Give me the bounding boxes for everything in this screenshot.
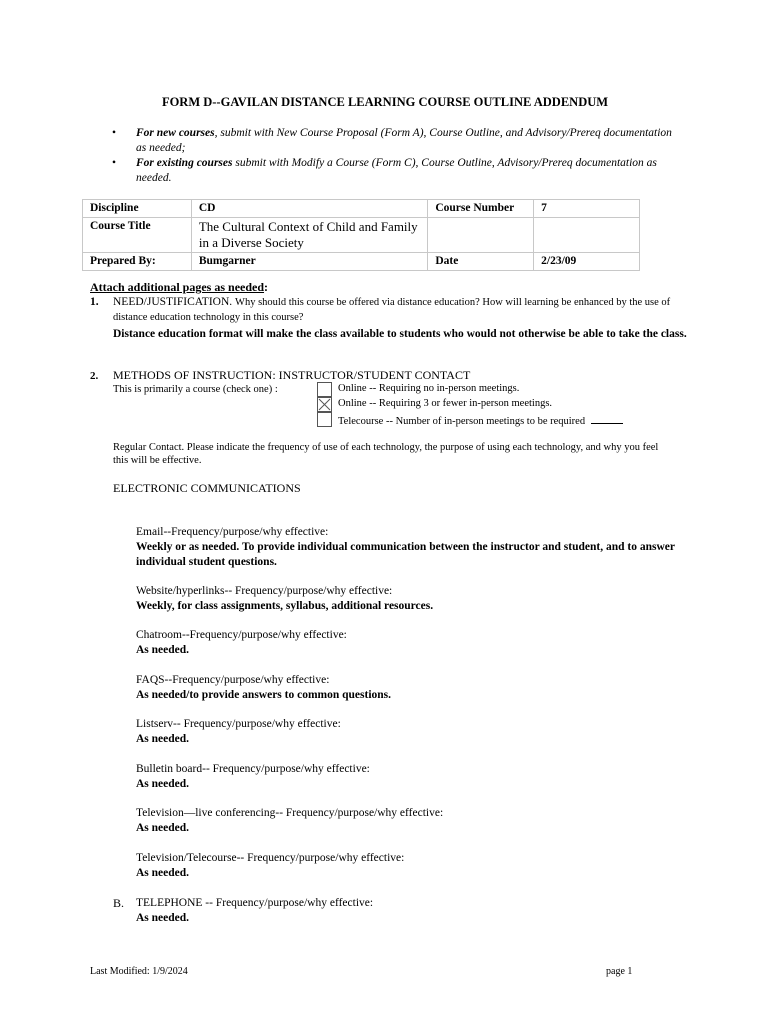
- item-question: Bulletin board-- Frequency/purpose/why effective:: [136, 763, 370, 775]
- section-methods: [90, 368, 695, 382]
- item-listserv: [136, 717, 696, 747]
- electronic-communications-heading: ELECTRONIC COMMUNICATIONS: [113, 481, 301, 495]
- section-question: Why should this course be offered via distance education? How will learning be enhanced by the use of distance education technology in this course?: [113, 297, 671, 323]
- form-title: FORM D--GAVILAN DISTANCE LEARNING COURSE OUTLINE ADDENDUM: [161, 95, 609, 109]
- option-checkbox-online-none[interactable]: [317, 382, 332, 397]
- item-answer: As needed.: [136, 733, 190, 745]
- empty-cell: [534, 218, 640, 253]
- item-question: Website/hyperlinks-- Frequency/purpose/why effective:: [136, 585, 393, 597]
- bullet-icon: •: [112, 127, 117, 139]
- item-question: Listserv-- Frequency/purpose/why effective:: [136, 718, 341, 730]
- date-label: Date: [428, 253, 534, 271]
- empty-cell: [428, 218, 534, 253]
- section-heading: METHODS OF INSTRUCTION: INSTRUCTOR/STUDENT CONTACT: [113, 368, 471, 382]
- item-question: Email--Frequency/purpose/why effective:: [136, 526, 329, 538]
- option-label-telecourse: [338, 413, 623, 427]
- item-email: [136, 525, 696, 570]
- option-checkbox-telecourse[interactable]: [317, 412, 332, 427]
- section-need-justification: [90, 295, 695, 342]
- discipline-value: CD: [191, 200, 427, 218]
- footer-page-number: page 1: [606, 966, 633, 977]
- item-answer: As needed.: [136, 822, 190, 834]
- option-label: Telecourse -- Number of in-person meetings to be required: [338, 416, 586, 427]
- bullet-bold: For existing courses: [136, 157, 233, 169]
- bullet-new-courses: [112, 126, 672, 156]
- item-live-conferencing: [136, 806, 696, 836]
- meetings-blank-field[interactable]: [591, 413, 623, 424]
- section-answer: Distance education format will make the class available to students who would not otherwise be able to take the class.: [113, 328, 687, 340]
- table-row: [83, 253, 640, 271]
- option-label: Online -- Requiring 3 or fewer in-person meetings.: [338, 398, 553, 409]
- section-number: 2.: [90, 370, 99, 382]
- course-info-table: [82, 199, 640, 271]
- check-x-icon: [318, 398, 331, 411]
- instruction-bullets: [112, 126, 672, 186]
- regular-contact-text: Regular Contact. Please indicate the frequency of use of each technology, the purpose of using each technology, and why you feel this will be effective.: [113, 442, 659, 466]
- item-answer: As needed.: [136, 644, 190, 656]
- bullet-bold: For new courses: [136, 127, 215, 139]
- item-telephone: [136, 896, 696, 926]
- option-checkbox-online-3-or-fewer[interactable]: [317, 397, 332, 412]
- date-value: 2/23/09: [534, 253, 640, 271]
- option-label: Online -- Requiring no in-person meetings.: [338, 383, 520, 394]
- section-heading: NEED/JUSTIFICATION.: [113, 296, 233, 308]
- item-telecourse: [136, 851, 696, 881]
- telephone-letter: B.: [113, 896, 125, 910]
- check-prompt: This is primarily a course (check one) :: [113, 384, 278, 395]
- course-number-value: 7: [534, 200, 640, 218]
- item-bulletin-board: [136, 762, 696, 792]
- item-website: [136, 584, 696, 614]
- item-answer: As needed.: [136, 867, 190, 879]
- attach-colon: :: [264, 280, 269, 294]
- prepared-by-label: Prepared By:: [83, 253, 192, 271]
- bullet-text: , submit with New Course Proposal (Form A), Course Outline, and Advisory/Prereq documentation as needed;: [136, 127, 672, 154]
- item-question: Chatroom--Frequency/purpose/why effective:: [136, 629, 347, 641]
- section-number: 1.: [90, 296, 99, 308]
- course-title-label: Course Title: [83, 218, 192, 253]
- item-answer: Weekly or as needed. To provide individual communication between the instructor and student, and to answer individual student questions.: [136, 541, 675, 568]
- course-number-label: Course Number: [428, 200, 534, 218]
- table-row: [83, 200, 640, 218]
- course-title-value: The Cultural Context of Child and Family in a Diverse Society: [191, 218, 427, 253]
- item-chatroom: [136, 628, 696, 658]
- prepared-by-value: Bumgarner: [191, 253, 427, 271]
- bullet-existing-courses: [112, 156, 672, 186]
- bullet-icon: •: [112, 157, 117, 169]
- item-answer: As needed.: [136, 912, 190, 924]
- item-question: Television—live conferencing-- Frequency/purpose/why effective:: [136, 807, 444, 819]
- item-question: Television/Telecourse-- Frequency/purpose/why effective:: [136, 852, 405, 864]
- item-question: TELEPHONE -- Frequency/purpose/why effective:: [136, 897, 374, 909]
- attach-note: [90, 280, 268, 295]
- attach-text: Attach additional pages as needed: [90, 280, 265, 294]
- table-row: [83, 218, 640, 253]
- discipline-label: Discipline: [83, 200, 192, 218]
- footer-last-modified: Last Modified: 1/9/2024: [90, 966, 188, 977]
- item-question: FAQS--Frequency/purpose/why effective:: [136, 674, 330, 686]
- course-type-options: [317, 382, 657, 430]
- bullet-text: submit with Modify a Course (Form C), Course Outline, Advisory/Prereq documentation as needed.: [136, 157, 657, 184]
- item-answer: As needed/to provide answers to common questions.: [136, 689, 392, 701]
- item-answer: Weekly, for class assignments, syllabus, additional resources.: [136, 600, 434, 612]
- item-faqs: [136, 673, 696, 703]
- item-answer: As needed.: [136, 778, 190, 790]
